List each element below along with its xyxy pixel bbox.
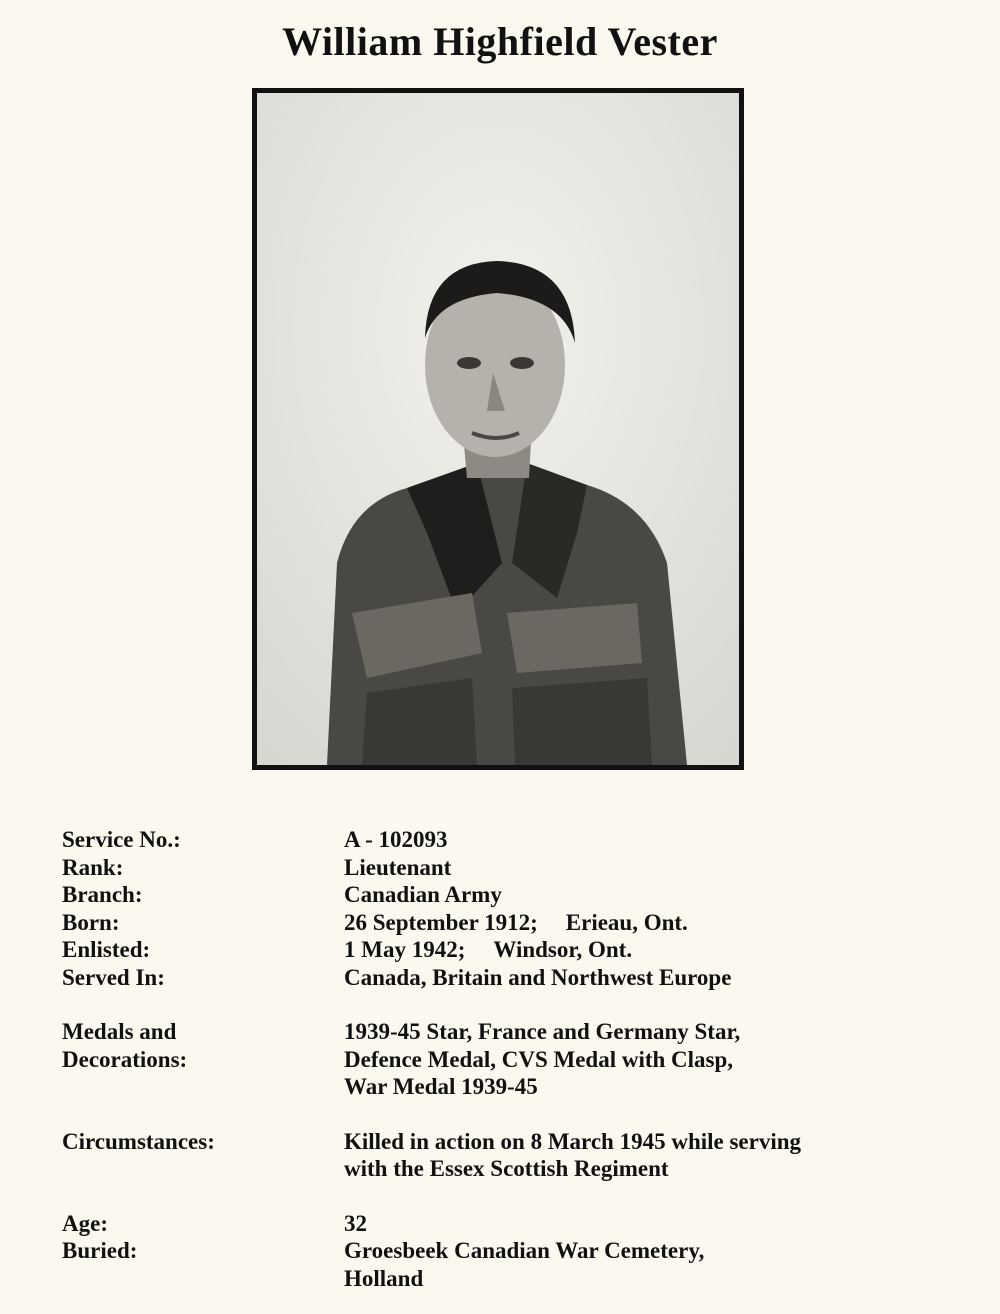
medals-label-line: Decorations: — [62, 1046, 188, 1072]
service-no-row — [62, 826, 962, 854]
served-in-row — [62, 964, 962, 992]
served-in-label: Served In: — [62, 964, 165, 990]
age-row — [62, 1210, 962, 1238]
born-date: 26 September 1912; — [344, 909, 538, 935]
enlisted-label: Enlisted: — [62, 937, 151, 962]
enlisted-date: 1 May 1942; — [344, 937, 466, 962]
born-label: Born: — [62, 909, 120, 935]
rank-label: Rank: — [62, 854, 124, 880]
medals-value — [344, 1018, 962, 1101]
circumstances-value — [344, 1128, 962, 1183]
branch-value: Canadian Army — [344, 882, 502, 907]
medals-row — [62, 1018, 962, 1101]
circumstances-row — [62, 1128, 962, 1183]
medals-line: 1939-45 Star, France and Germany Star, — [344, 1019, 741, 1044]
branch-row — [62, 881, 962, 909]
served-in-value: Canada, Britain and Northwest Europe — [344, 964, 732, 990]
page-title: William Highfield Vester — [282, 19, 718, 64]
enlisted-value — [344, 936, 962, 964]
circumstances-line: with the Essex Scottish Regiment — [344, 1156, 669, 1181]
portrait-photo-icon — [257, 93, 739, 765]
born-place: Erieau, Ont. — [565, 909, 688, 935]
enlisted-row — [62, 936, 962, 964]
medals-line: Defence Medal, CVS Medal with Clasp, — [344, 1046, 734, 1072]
buried-line: Holland — [344, 1265, 424, 1291]
rank-value: Lieutenant — [344, 854, 452, 880]
age-label: Age: — [62, 1210, 108, 1236]
buried-label: Buried: — [62, 1238, 138, 1263]
buried-value — [344, 1237, 962, 1292]
buried-line: Groesbeek Canadian War Cemetery, — [344, 1238, 705, 1263]
born-row — [62, 909, 962, 937]
service-no-value: A - 102093 — [344, 827, 448, 852]
enlisted-place: Windsor, Ont. — [493, 937, 633, 962]
circumstances-label: Circumstances: — [62, 1128, 215, 1154]
rank-row — [62, 854, 962, 882]
service-no-label: Service No.: — [62, 827, 181, 852]
born-value — [344, 909, 962, 937]
medals-label — [62, 1018, 344, 1101]
service-record — [62, 826, 962, 1292]
medals-line: War Medal 1939-45 — [344, 1074, 538, 1099]
age-value: 32 — [344, 1210, 367, 1236]
buried-row — [62, 1237, 962, 1292]
portrait-photo — [252, 88, 744, 770]
circumstances-line: Killed in action on 8 March 1945 while serving — [344, 1128, 802, 1154]
medals-label-line: Medals and — [62, 1019, 177, 1044]
branch-label: Branch: — [62, 882, 143, 907]
